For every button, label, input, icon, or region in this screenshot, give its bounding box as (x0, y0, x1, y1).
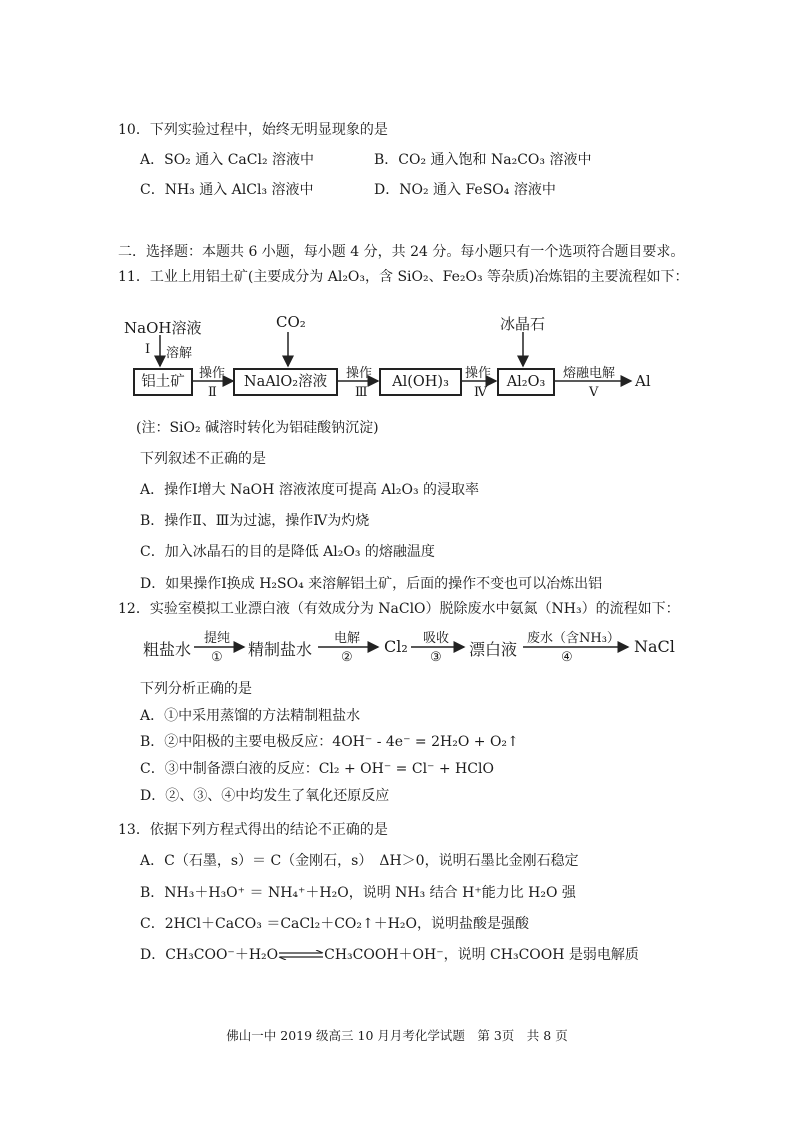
flow-electrolysis-number: Ⅴ (589, 385, 599, 400)
q11-note: (注：SiO₂ 碱溶时转化为铝硅酸钠沉淀) (136, 420, 379, 436)
flow-cryolite-label: 冰晶石 (500, 315, 546, 333)
q10-option-a: A．SO₂ 通入 CaCl₂ 溶液中 (140, 152, 315, 168)
flow12-nacl: NaCl (634, 637, 675, 656)
flow-aluminum-product: Al (635, 372, 651, 390)
flow12-step1: ① (211, 650, 223, 665)
flow-co2-label: CO₂ (276, 313, 306, 331)
flow12-step3: ③ (430, 650, 442, 665)
flow-naoh-label: NaOH溶液 (124, 319, 202, 337)
q13-option-d-left: D．CH₃COO⁻＋H₂O (140, 947, 279, 963)
q13-stem: 13．依据下列方程式得出的结论不正确的是 (118, 822, 388, 838)
flow-bauxite-box: 铝土矿 (133, 368, 193, 396)
q12-prompt: 下列分析正确的是 (140, 681, 252, 697)
q12-option-a: A．①中采用蒸馏的方法精制粗盐水 (140, 708, 361, 724)
flow-step1-number: Ⅰ (145, 342, 151, 357)
q11-option-b: B．操作Ⅱ、Ⅲ为过滤，操作Ⅳ为灼烧 (140, 513, 370, 529)
flow12-step2: ② (341, 650, 353, 665)
q12-option-d: D．②、③、④中均发生了氧化还原反应 (140, 788, 390, 804)
flow-naalo2-box: NaAlO₂溶液 (233, 368, 338, 396)
flow12-crude-brine: 粗盐水 (143, 640, 192, 659)
q13-option-d (140, 946, 639, 964)
q13-option-a: A．C（石墨，s）＝ C（金刚石，s） ΔH＞0，说明石墨比金刚石稳定 (140, 853, 579, 869)
flow12-absorb-label: 吸收 (423, 631, 450, 646)
q11-option-d: D．如果操作Ⅰ换成 H₂SO₄ 来溶解铝土矿，后面的操作不变也可以冶炼出铝 (140, 576, 603, 592)
section-heading: 二．选择题：本题共 6 小题，每小题 4 分，共 24 分。每小题只有一个选项符合题目要求。 (118, 244, 685, 260)
q11-option-c: C．加入冰晶石的目的是降低 Al₂O₃ 的熔融温度 (140, 544, 435, 560)
flow-op3-number: Ⅲ (355, 385, 368, 400)
flow12-chlorine: Cl₂ (384, 637, 408, 656)
q13-option-c: C．2HCl＋CaCO₃ ＝CaCl₂＋CO₂↑＋H₂O，说明盐酸是强酸 (140, 916, 530, 932)
flow12-wastewater-label: 废水（含NH₃） (527, 631, 620, 646)
equilibrium-arrow-icon (278, 950, 324, 960)
q10-option-c: C．NH₃ 通入 AlCl₃ 溶液中 (140, 182, 314, 198)
flow-op3-label: 操作 (346, 366, 373, 381)
q10-stem: 10．下列实验过程中，始终无明显现象的是 (118, 122, 388, 138)
flow12-electrolysis-label: 电解 (334, 631, 361, 646)
q12-stem: 12．实验室模拟工业漂白液（有效成分为 NaClO）脱除废水中氨氮（NH₃）的流程如下： (118, 601, 680, 617)
flow-al2o3-box: Al₂O₃ (497, 368, 555, 396)
q11-prompt: 下列叙述不正确的是 (140, 451, 266, 467)
q12-option-c: C．③中制备漂白液的反应：Cl₂ + OH⁻ = Cl⁻ + HClO (140, 761, 494, 777)
flow-op2-label: 操作 (199, 366, 226, 381)
q13-option-d-right: CH₃COOH＋OH⁻，说明 CH₃COOH 是弱电解质 (324, 947, 639, 963)
q12-option-b: B．②中阳极的主要电极反应：4OH⁻ - 4e⁻ = 2H₂O + O₂↑ (140, 734, 519, 750)
q11-stem: 11．工业上用铝土矿(主要成分为 Al₂O₃，含 SiO₂、Fe₂O₃ 等杂质)冶炼铝的主要流程如下： (118, 269, 689, 285)
page-footer: 佛山一中 2019 级高三 10 月月考化学试题 第 3页 共 8 页 (226, 1028, 568, 1043)
q10-option-d: D．NO₂ 通入 FeSO₄ 溶液中 (374, 182, 556, 198)
q13-option-b: B．NH₃＋H₃O⁺ ＝ NH₄⁺＋H₂O，说明 NH₃ 结合 H⁺能力比 H₂O 强 (140, 885, 576, 901)
flow-aloh3-box: Al(OH)₃ (379, 368, 462, 396)
flow12-purify-label: 提纯 (204, 631, 231, 646)
q11-option-a: A．操作Ⅰ增大 NaOH 溶液浓度可提高 Al₂O₃ 的浸取率 (140, 482, 480, 498)
flow-electrolysis-label: 熔融电解 (563, 366, 616, 381)
flow12-bleach: 漂白液 (469, 640, 518, 659)
flow-step1-label: 溶解 (166, 346, 193, 361)
q10-option-b: B．CO₂ 通入饱和 Na₂CO₃ 溶液中 (374, 152, 592, 168)
flow12-step4: ④ (561, 650, 573, 665)
flow-op4-number: Ⅳ (474, 385, 487, 400)
flow-op4-label: 操作 (465, 366, 492, 381)
flow12-refined-brine: 精制盐水 (248, 640, 313, 659)
flow-op2-number: Ⅱ (208, 385, 217, 400)
